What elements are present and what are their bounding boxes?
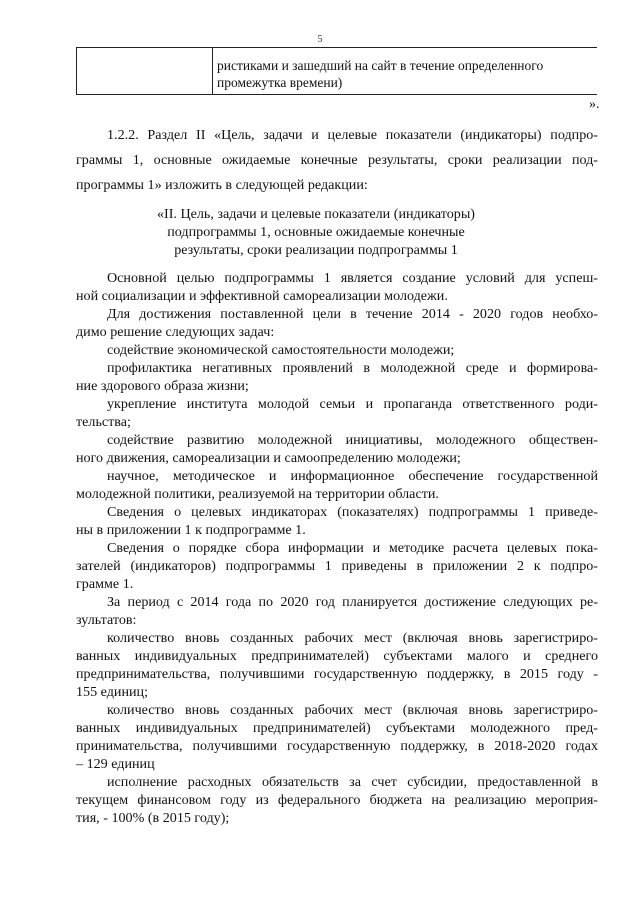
body-line: ванных индивидуальных предпринимателей) субъектами малого и среднего — [76, 648, 598, 664]
body-line: содействие развитию молодежной инициативы, молодежного обществен- — [107, 432, 598, 448]
body-line: димо решение следующих задач: — [76, 324, 275, 340]
table-cell-right — [217, 57, 597, 91]
body-line: ной социализации и эффективной самореализации молодежи. — [76, 288, 448, 304]
body-line: грамме 1. — [76, 576, 134, 592]
body-line: Основной целью подпрограммы 1 является создание условий для успеш- — [107, 270, 598, 286]
table-fragment — [76, 47, 597, 95]
intro-line-1: 1.2.2. Раздел II «Цель, задачи и целевые показатели (индикаторы) подпро- — [107, 127, 598, 143]
table-cell-line-1: ристиками и зашедший на сайт в течение определенного — [217, 58, 544, 73]
table-cell-left — [77, 48, 213, 94]
body-line: ны в приложении 1 к подпрограмме 1. — [76, 522, 306, 538]
body-line: Сведения о порядке сбора информации и методике расчета целевых пока- — [107, 540, 598, 556]
body-line: тия, - 100% (в 2015 году); — [76, 810, 230, 826]
body-line: зателей (индикаторов) подпрограммы 1 приведены в приложении 2 к подпро- — [76, 558, 598, 574]
body-line: исполнение расходных обязательств за счет субсидии, предоставленной в — [107, 774, 598, 790]
body-line: Для достижения поставленной цели в течение 2014 - 2020 годов необхо- — [107, 306, 598, 322]
body-line: – 129 единиц — [76, 756, 155, 772]
quote-end: ». — [589, 97, 600, 112]
intro-line-3: программы 1» изложить в следующей редакции: — [76, 177, 368, 193]
body-line: укрепление института молодой семьи и пропаганда ответственного роди- — [107, 396, 598, 412]
body-line: молодежной политики, реализуемой на территории области. — [76, 486, 439, 502]
body-line: предпринимательства, получившими государственную поддержку, в 2015 году - — [76, 666, 598, 682]
body-line: Сведения о целевых индикаторах (показателях) подпрограммы 1 приведе- — [107, 504, 598, 520]
body-line: количество вновь созданных рабочих мест (включая вновь зарегистриро- — [107, 630, 598, 646]
page-number: 5 — [317, 34, 323, 45]
body-line: профилактика негативных проявлений в молодежной среде и формирова- — [107, 360, 598, 376]
section-heading-line-1: «II. Цель, задачи и целевые показатели (индикаторы) — [156, 206, 475, 222]
body-line: принимательства, получившими государственную поддержку, в 2018-2020 годах — [76, 738, 598, 754]
table-cell-line-2: промежутка времени) — [217, 75, 343, 90]
body-line: тельства; — [76, 414, 131, 430]
body-line: 155 единиц; — [76, 684, 148, 700]
body-line: научное, методическое и информационное обеспечение государственной — [107, 468, 598, 484]
body-line: содействие экономической самостоятельности молодежи; — [107, 342, 455, 358]
body-line: За период с 2014 года по 2020 год планируется достижение следующих ре- — [107, 594, 598, 610]
body-line: ванных индивидуальных предпринимателей) субъектами молодежного пред- — [76, 720, 598, 736]
intro-line-2: граммы 1, основные ожидаемые конечные результаты, сроки реализации под- — [76, 152, 598, 168]
body-line: текущем финансовом году из федерального бюджета на реализацию мероприя- — [76, 792, 598, 808]
body-line: ного движения, самореализации и самоопределению молодежи; — [76, 450, 461, 466]
body-line: ние здорового образа жизни; — [76, 378, 249, 394]
section-heading-line-2: подпрограммы 1, основные ожидаемые конечные — [167, 224, 465, 240]
body-line: зультатов: — [76, 612, 137, 628]
body-line: количество вновь созданных рабочих мест (включая вновь зарегистриро- — [107, 702, 598, 718]
section-heading-line-3: результаты, сроки реализации подпрограммы 1 — [174, 242, 458, 258]
